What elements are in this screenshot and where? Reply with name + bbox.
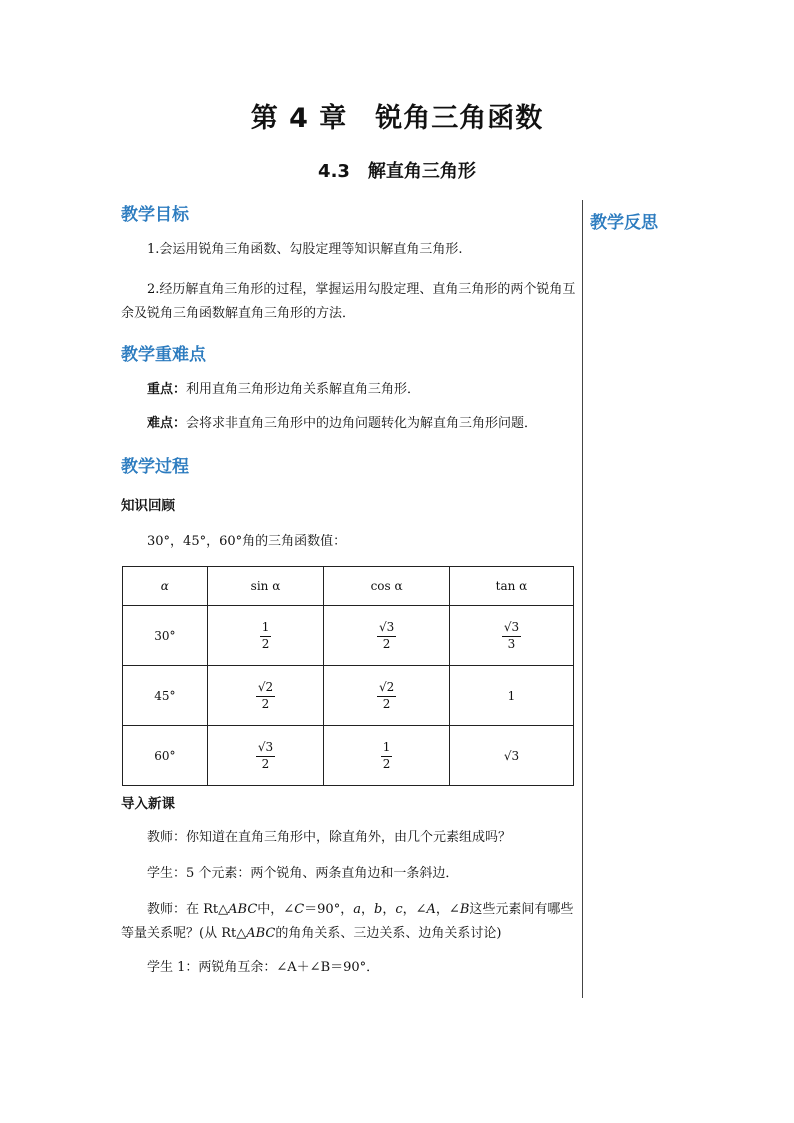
table-row bbox=[123, 666, 574, 726]
table-row bbox=[123, 726, 574, 786]
objectives-heading: 教学目标 bbox=[121, 205, 189, 225]
column-divider bbox=[582, 200, 583, 998]
cos-cell bbox=[324, 666, 450, 726]
reflection-heading: 教学反思 bbox=[590, 213, 658, 233]
denominator: 3 bbox=[507, 636, 516, 651]
table-row bbox=[123, 606, 574, 666]
header-cell: sin α bbox=[207, 567, 324, 606]
var-angle-b: B bbox=[459, 902, 470, 917]
angle-cell: 45° bbox=[123, 666, 208, 726]
section-title: 4.3 解直角三角形 bbox=[318, 161, 476, 182]
denominator: 2 bbox=[261, 756, 270, 771]
numerator: √3 bbox=[377, 621, 396, 636]
header-cell: cos α bbox=[324, 567, 450, 606]
header-alpha: α bbox=[160, 579, 169, 593]
chapter-title: 第 4 章 锐角三角函数 bbox=[250, 103, 544, 134]
denominator: 2 bbox=[261, 636, 270, 651]
numerator: √2 bbox=[377, 681, 396, 696]
text-fragment: ， bbox=[382, 902, 396, 917]
var-c: c bbox=[395, 902, 403, 917]
fraction bbox=[502, 621, 521, 650]
new-lesson-heading: 导入新课 bbox=[121, 796, 175, 812]
text-fragment: ＝90°， bbox=[304, 902, 354, 917]
key-point-text: 利用直角三角形边角关系解直角三角形． bbox=[186, 382, 421, 397]
numerator: √3 bbox=[502, 621, 521, 636]
fraction bbox=[256, 681, 275, 710]
trig-values-table bbox=[122, 566, 574, 786]
fraction bbox=[381, 741, 393, 770]
fraction bbox=[256, 741, 275, 770]
key-point-label: 重点： bbox=[147, 382, 187, 397]
numerator: √2 bbox=[256, 681, 275, 696]
denominator: 2 bbox=[261, 696, 270, 711]
var-c-angle: C bbox=[294, 902, 305, 917]
numerator: √3 bbox=[256, 741, 275, 756]
sin-cell bbox=[207, 606, 324, 666]
denominator: 2 bbox=[382, 696, 391, 711]
review-heading: 知识回顾 bbox=[121, 498, 175, 514]
text-fragment: ， bbox=[360, 902, 374, 917]
cos-cell bbox=[324, 726, 450, 786]
numerator: 1 bbox=[381, 741, 393, 756]
difficult-point-label: 难点： bbox=[147, 416, 187, 431]
sin-cell bbox=[207, 726, 324, 786]
angle-cell: 30° bbox=[123, 606, 208, 666]
process-heading: 教学过程 bbox=[121, 457, 189, 477]
fraction bbox=[377, 621, 396, 650]
text-fragment: 中，∠ bbox=[257, 902, 295, 917]
numerator: 1 bbox=[260, 621, 272, 636]
table-header-row bbox=[123, 567, 574, 606]
text-fragment: 教师：在 Rt△ bbox=[147, 902, 229, 917]
tan-cell: 1 bbox=[449, 666, 573, 726]
table-intro: 30°，45°，60°角的三角函数值： bbox=[147, 534, 347, 549]
denominator: 2 bbox=[382, 636, 391, 651]
text-fragment: ，∠ bbox=[402, 902, 427, 917]
text-fragment: 这些元素间有哪些等量关系呢？(从 Rt△ bbox=[121, 902, 574, 941]
header-cell bbox=[123, 567, 208, 606]
text-fragment: ，∠ bbox=[435, 902, 460, 917]
var-a: a bbox=[353, 902, 361, 917]
difficult-point bbox=[121, 412, 576, 436]
difficult-point-text: 会将求非直角三角形中的边角问题转化为解直角三角形问题． bbox=[186, 416, 538, 431]
var-abc: ABC bbox=[246, 926, 276, 941]
tan-cell: √3 bbox=[449, 726, 573, 786]
text-fragment: 的角角关系、三边关系、边角关系讨论) bbox=[275, 926, 502, 941]
cos-cell bbox=[324, 606, 450, 666]
dialogue-teacher-2 bbox=[121, 898, 576, 946]
tan-cell bbox=[449, 606, 573, 666]
fraction bbox=[377, 681, 396, 710]
key-point bbox=[121, 378, 576, 402]
dialogue-student-1: 学生：5 个元素：两个锐角、两条直角边和一条斜边． bbox=[147, 866, 459, 881]
sin-cell bbox=[207, 666, 324, 726]
key-points-heading: 教学重难点 bbox=[121, 345, 206, 365]
angle-cell: 60° bbox=[123, 726, 208, 786]
dialogue-student-2: 学生 1：两锐角互余：∠A＋∠B＝90°． bbox=[147, 960, 380, 975]
objective-item-2: 2.经历解直角三角形的过程，掌握运用勾股定理、直角三角形的两个锐角互余及锐角三角函数解直角三角形的方法． bbox=[121, 282, 576, 321]
var-angle-a: A bbox=[426, 902, 436, 917]
dialogue-teacher-1: 教师：你知道在直角三角形中，除直角外，由几个元素组成吗？ bbox=[147, 830, 512, 845]
fraction bbox=[260, 621, 272, 650]
objective-item-1: 1.会运用锐角三角函数、勾股定理等知识解直角三角形. bbox=[147, 242, 463, 257]
denominator: 2 bbox=[382, 756, 391, 771]
var-b: b bbox=[373, 902, 383, 917]
header-cell: tan α bbox=[449, 567, 573, 606]
var-abc: ABC bbox=[228, 902, 258, 917]
